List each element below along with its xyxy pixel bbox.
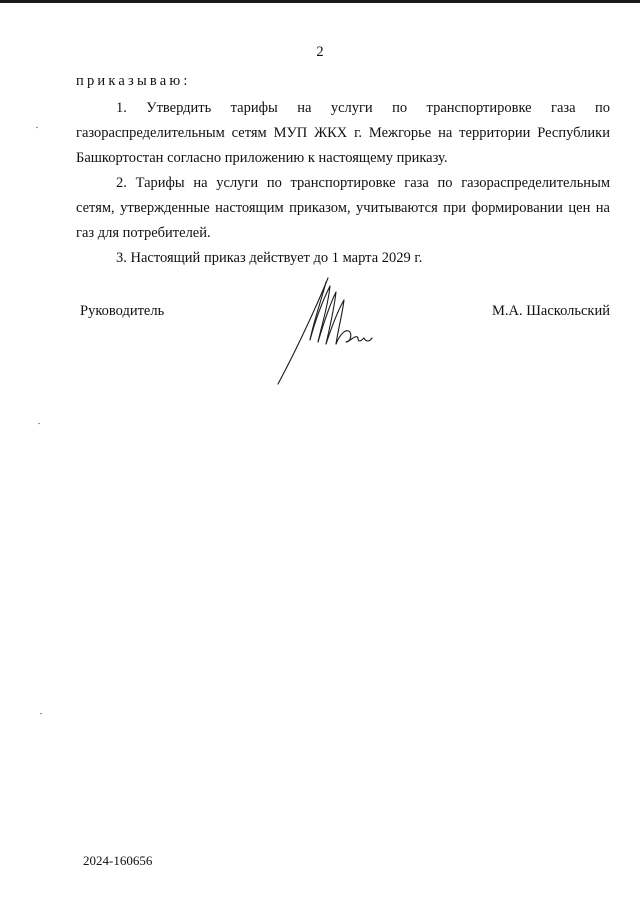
paragraph-1: 1. Утвердить тарифы на услуги по транспортировке газа по газораспределительным сетям МУП ЖКХ г. Межгорье на территории Республики Башкортостан согласно приложению к настоящему приказу. — [76, 100, 610, 166]
scan-speck — [38, 423, 40, 425]
document-body — [76, 69, 610, 271]
paragraph-2: 2. Тарифы на услуги по транспортировке газа по газораспределительным сетям, утвержденные настоящим приказом, учитываются при формировании цен на газ для потребителей. — [76, 175, 610, 241]
top-border-line — [0, 0, 640, 3]
document-number: 2024-160656 — [83, 853, 153, 868]
handwritten-signature — [270, 258, 380, 388]
order-word: приказываю: — [76, 73, 191, 89]
signatory-name: М.А. Шаскольский — [492, 303, 610, 319]
page-number: 2 — [316, 44, 324, 60]
signatory-title: Руководитель — [80, 303, 165, 319]
paragraph-3: 3. Настоящий приказ действует до 1 марта 2029 г. — [116, 250, 423, 266]
scan-speck — [36, 127, 38, 129]
scan-speck — [40, 713, 42, 715]
